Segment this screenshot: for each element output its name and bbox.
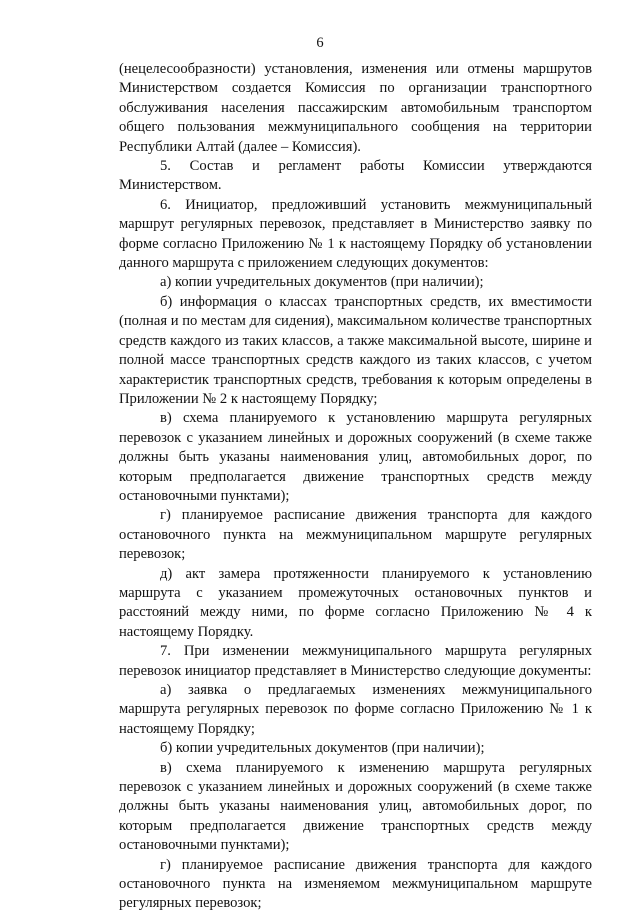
page-number: 6: [316, 35, 324, 51]
paragraph: 5. Состав и регламент работы Комиссии утверждаются Министерством.: [119, 158, 592, 194]
paragraph: д) акт замера протяженности планируемого к установлению маршрута с указанием промежуточных остановочных пунктов и расстояний между ними, по форме согласно Приложению № 4 к настоящему Порядку.: [119, 565, 592, 640]
paragraph: г) планируемое расписание движения транспорта для каждого остановочного пункта на изменяемом межмуниципальном маршруте регулярных перевозок;: [119, 856, 592, 912]
paragraph: а) копии учредительных документов (при наличии);: [160, 274, 484, 291]
paragraph: в) схема планируемого к установлению маршрута регулярных перевозок с указанием линейных и дорожных сооружений (в схеме также должны быть указаны наименования улиц, автомобильных дорог, по которым предполагается движение транспортных средств между остановочными пунктами);: [119, 410, 592, 504]
paragraph: 7. При изменении межмуниципального маршрута регулярных перевозок инициатор представляет в Министерство следующие документы:: [119, 643, 592, 679]
paragraph: б) информация о классах транспортных средств, их вместимости (полная и по местам для сидения), максимальном количестве транспортных средств каждого из таких классов, а также максимальной высоте, ширине и полной массе транспортных средств каждого из таких классов, с учетом характеристик транспортных средств, требования к которым определены в Приложении № 2 к настоящему Порядку;: [119, 293, 592, 407]
paragraph: а) заявка о предлагаемых изменениях межмуниципального маршрута регулярных перевозок по форме согласно Приложению № 1 к настоящему Порядку;: [119, 682, 592, 737]
document-body: [119, 60, 592, 914]
paragraph: г) планируемое расписание движения транспорта для каждого остановочного пункта на межмуниципальном маршруте регулярных перевозок;: [119, 507, 592, 563]
paragraph: б) копии учредительных документов (при наличии);: [160, 740, 485, 757]
paragraph: 6. Инициатор, предложивший установить межмуниципальный маршрут регулярных перевозок, представляет в Министерство заявку по форме согласно Приложению № 1 к настоящему Порядку об установлении данного маршрута с приложением следующих документов:: [119, 196, 592, 272]
paragraph: (нецелесообразности) установления, изменения или отмены маршрутов Министерством создается Комиссия по организации транспортного обслуживания населения пассажирским автомобильным транспортом общего пользования межмуниципального сообщения на территории Республики Алтай (далее – Комиссия).: [119, 61, 592, 155]
paragraph: в) схема планируемого к изменению маршрута регулярных перевозок с указанием линейных и дорожных сооружений (в схеме также должны быть указаны наименования улиц, автомобильных дорог, по которым предполагается движение транспортных средств между остановочными пунктами);: [119, 759, 592, 854]
